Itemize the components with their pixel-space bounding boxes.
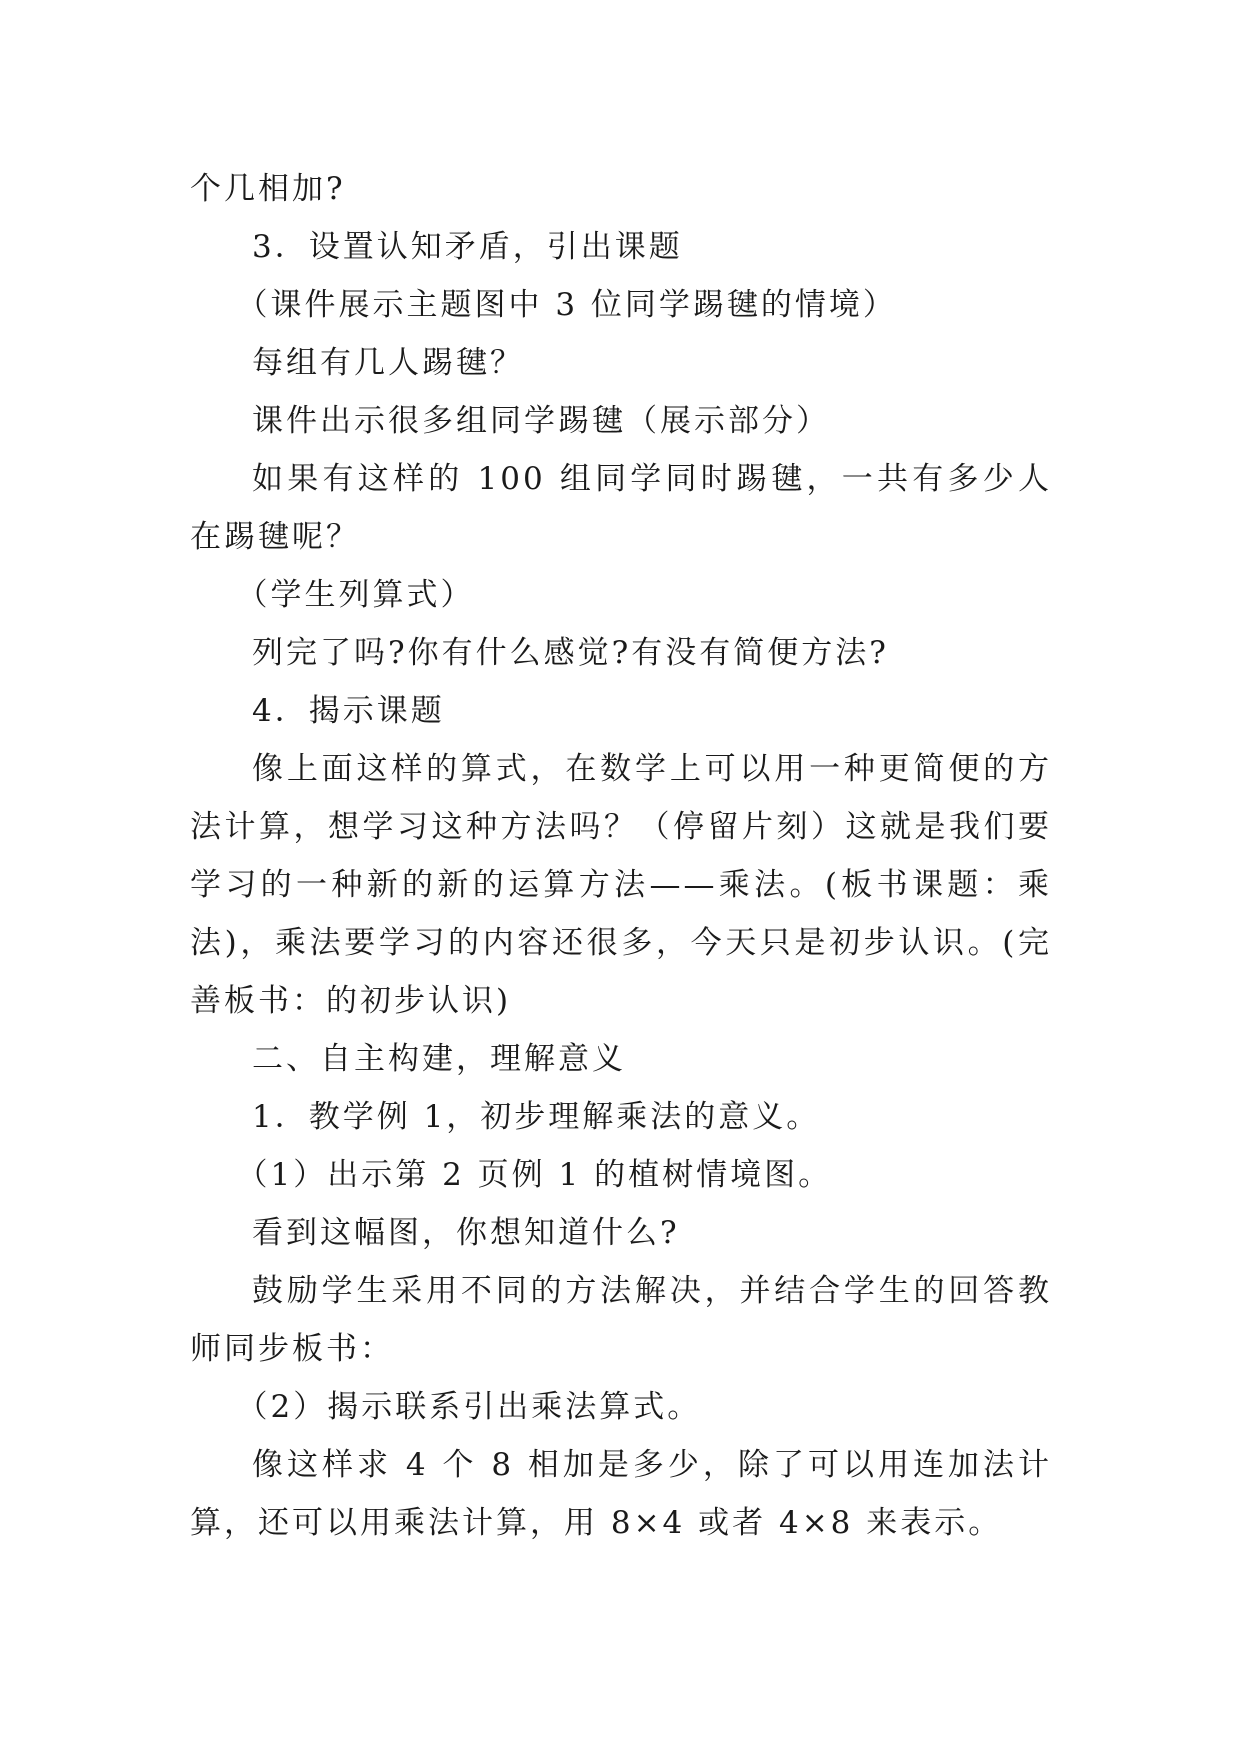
paragraph: 看到这幅图，你想知道什么? [252, 1215, 680, 1251]
paragraph: 如果有这样的 100 组同学同时踢毽，一共有多少人在踢毽呢？ [190, 461, 1052, 555]
paragraph: 鼓励学生采用不同的方法解决，并结合学生的回答教师同步板书： [190, 1273, 1052, 1367]
section-heading: 二、自主构建，理解意义 [252, 1041, 626, 1077]
paragraph: 列完了吗?你有什么感觉?有没有简便方法? [252, 635, 889, 671]
paragraph: （2）揭示联系引出乘法算式。 [236, 1389, 702, 1425]
paragraph: 课件出示很多组同学踢毽（展示部分） [252, 403, 830, 439]
paragraph: 像上面这样的算式，在数学上可以用一种更简便的方法计算，想学习这种方法吗？（停留片刻）这就是我们要学习的一种新的新的运算方法——乘法。(板书课题：乘法)，乘法要学习的内容还很多，今天只是初步认识。(完善板书：的初步认识) [190, 751, 1052, 1019]
paragraph: （课件展示主题图中 3 位同学踢毽的情境） [236, 287, 897, 323]
paragraph: （学生列算式） [236, 577, 475, 613]
paragraph: 像这样求 4 个 8 相加是多少，除了可以用连加法计算，还可以用乘法计算，用 8×4 或者 4×8 来表示。 [190, 1447, 1052, 1541]
paragraph: 个几相加? [190, 171, 346, 207]
paragraph: （1）出示第 2 页例 1 的植树情境图。 [236, 1157, 833, 1193]
paragraph: 3．设置认知矛盾，引出课题 [252, 229, 683, 265]
paragraph: 每组有几人踢毽？ [252, 345, 524, 381]
paragraph: 1．教学例 1，初步理解乘法的意义。 [252, 1099, 821, 1135]
document-body [190, 160, 1052, 1552]
paragraph: 4．揭示课题 [252, 693, 445, 729]
